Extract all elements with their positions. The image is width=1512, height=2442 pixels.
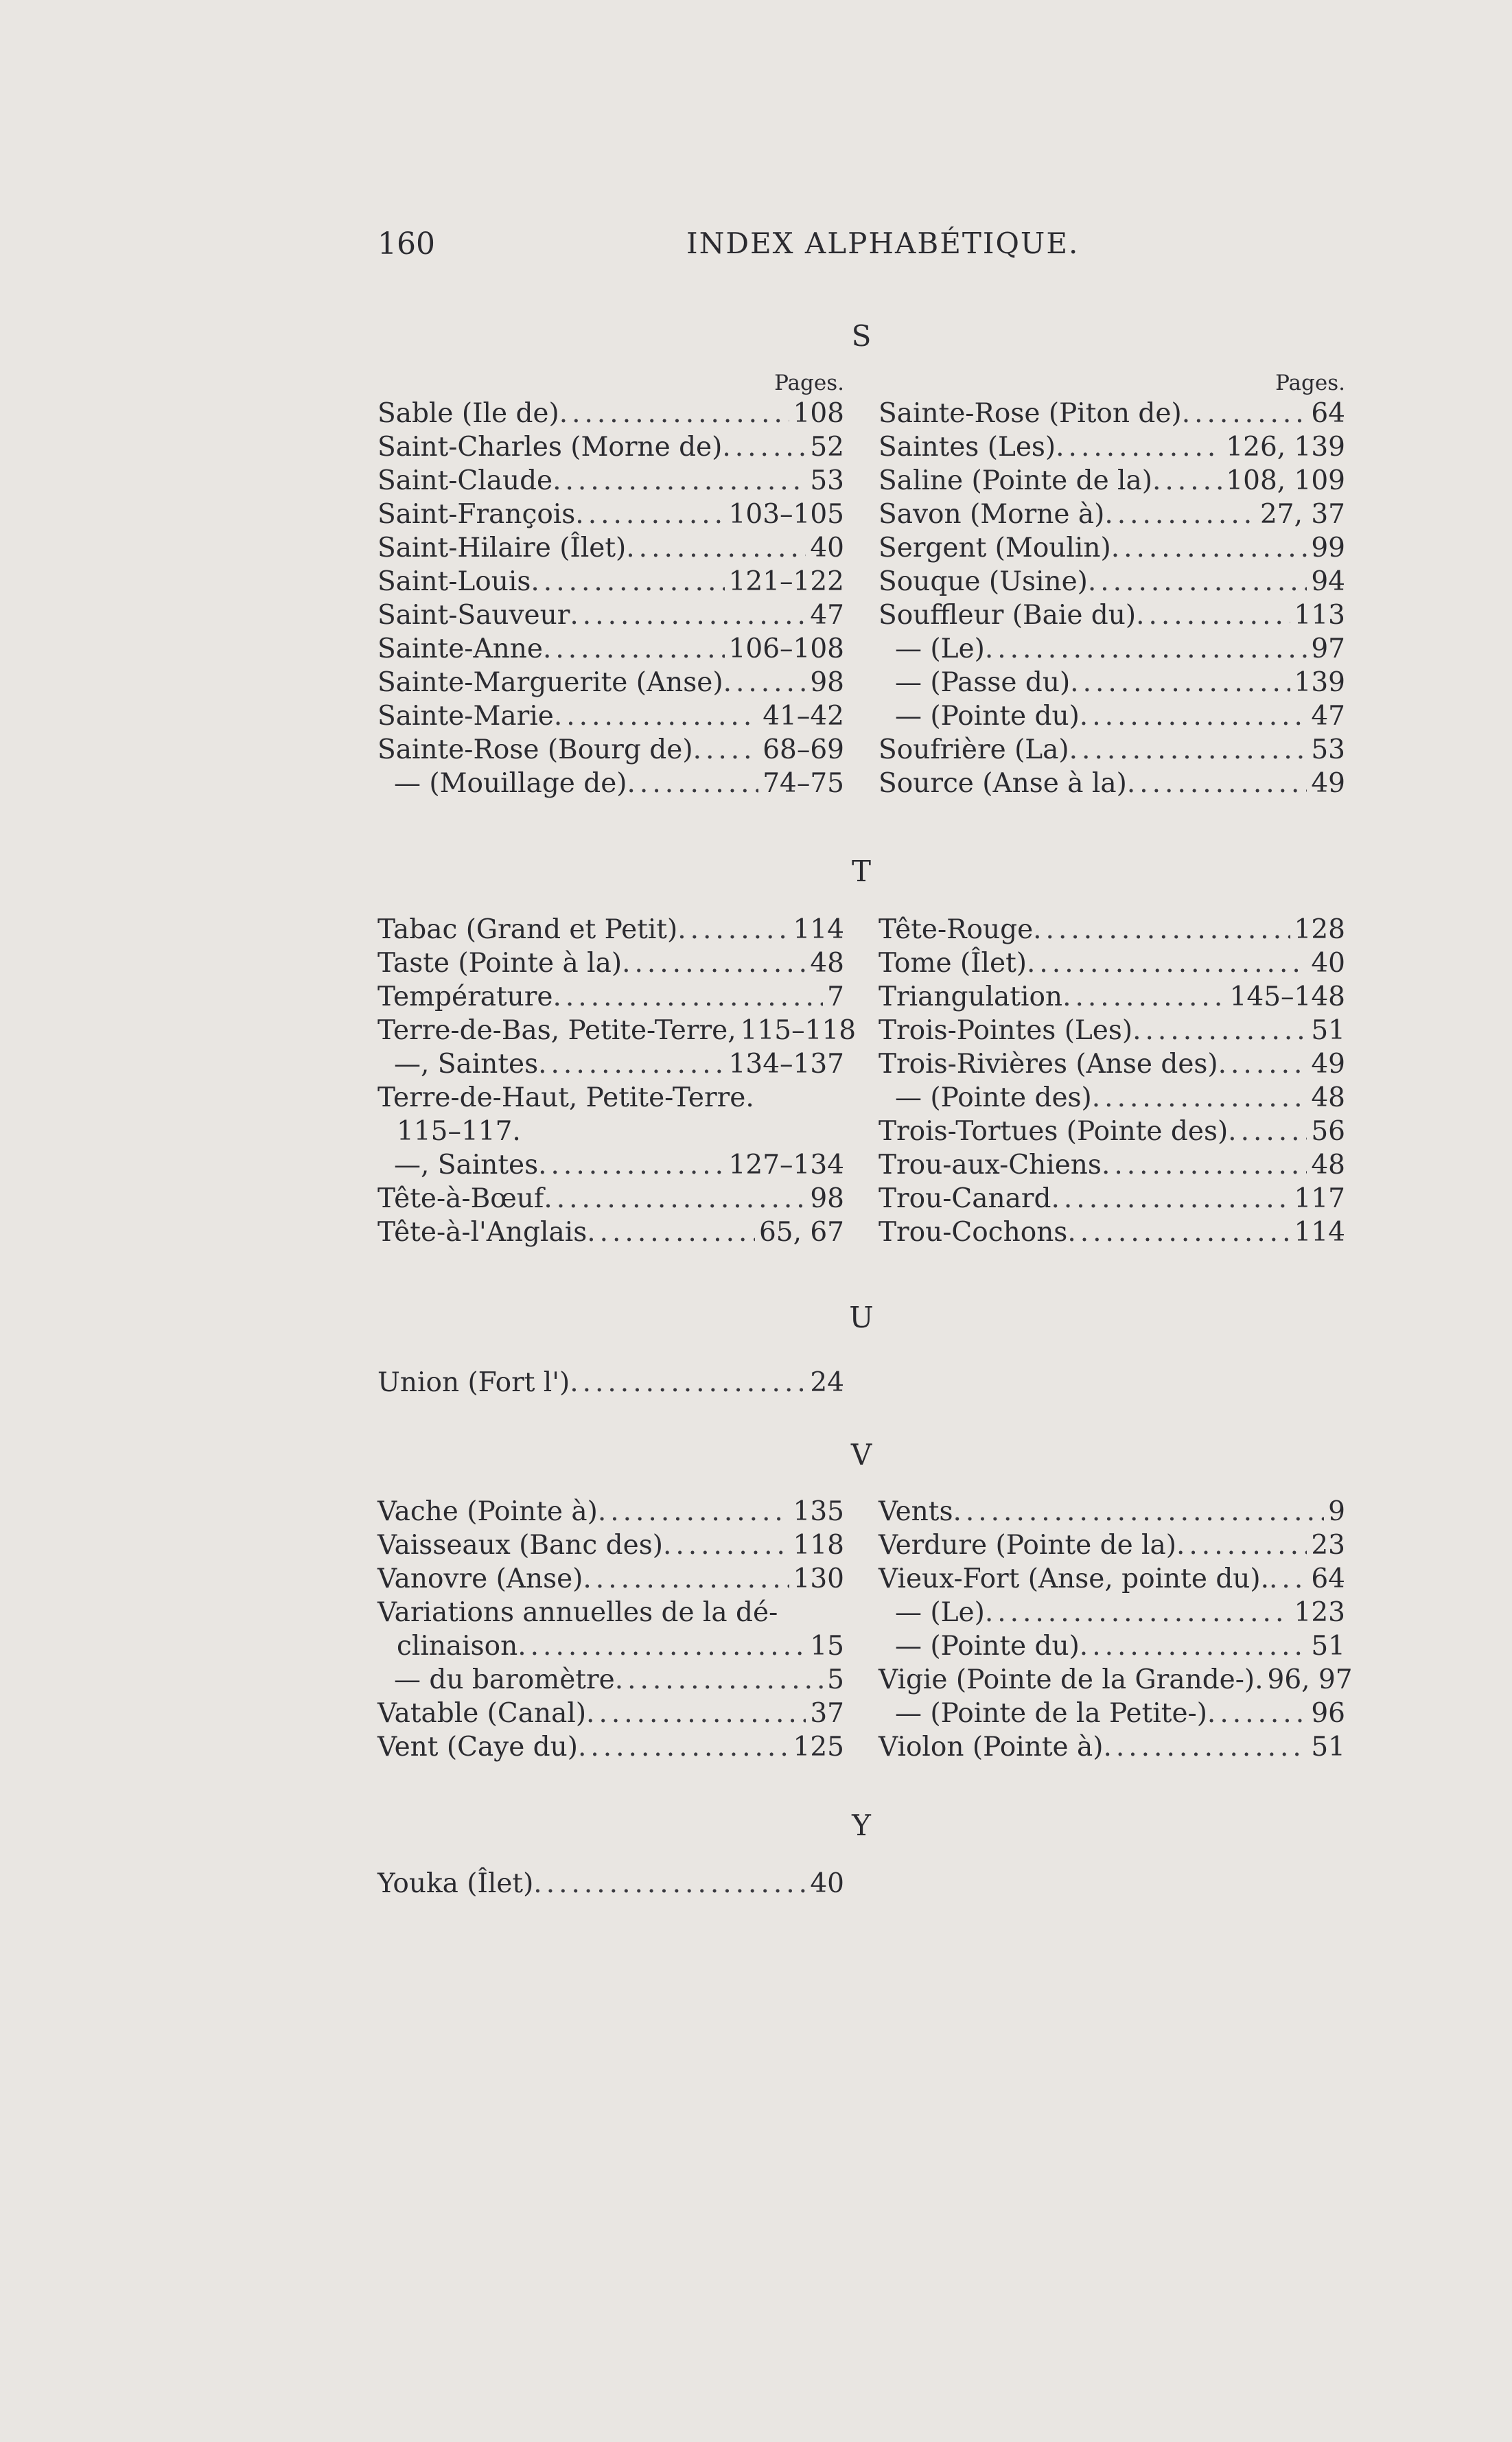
entry-name: Sergent (Moulin) [879,533,1111,563]
dot-leader [553,980,824,1014]
dot-leader [598,1495,789,1528]
entry-name: — (Pointe de la Petite-) [895,1698,1207,1729]
index-entry [377,1115,844,1148]
dot-leader [677,913,789,946]
entry-pages: 53 [810,465,844,496]
index-entry [377,1562,844,1596]
entry-pages: 113 [1294,600,1345,631]
entry-pages: 127–134 [728,1150,844,1181]
index-column-u-left [377,1366,844,1399]
dot-leader [1103,1730,1307,1764]
index-entry [377,1528,844,1562]
entry-pages: 115–118 [740,1015,857,1046]
entry-pages: 48 [1311,1082,1345,1113]
dot-leader [1182,397,1307,430]
entry-pages: 130 [793,1563,844,1594]
index-column-v-right [879,1495,1353,1764]
index-entry [879,1148,1345,1182]
dot-leader [985,1596,1290,1629]
entry-name: Saline (Pointe de la) [879,465,1152,496]
index-entry [879,1730,1345,1764]
entry-pages: 53 [1311,734,1345,765]
entry-name: Vigie (Pointe de la Grande-). [879,1664,1264,1695]
entry-pages: 47 [810,600,844,631]
index-column-v-left [377,1495,844,1764]
entry-name: Sainte-Rose (Bourg de) [377,734,693,765]
dot-leader [1207,1697,1307,1730]
entry-pages: 134–137 [728,1049,844,1080]
entry-name: — (Passe du) [895,667,1071,698]
dot-leader [538,1047,724,1081]
section-letter-y: Y [852,1809,871,1842]
entry-pages: 24 [810,1367,844,1398]
dot-leader [953,1495,1324,1528]
entry-name: Saint-Charles (Morne de) [377,432,723,463]
index-entry [879,1216,1345,1249]
entry-name: — (Le) [895,1597,985,1628]
entry-name: Vents [879,1496,953,1527]
entry-name: Tête-Rouge [879,914,1034,945]
dot-leader [1067,1216,1290,1249]
entry-name: Souque (Usine) [879,566,1088,597]
entry-name: Sainte-Rose (Piton de) [879,398,1182,429]
index-entry [377,1495,844,1528]
index-entry [879,980,1345,1014]
dot-leader [538,1148,724,1182]
index-entry [377,598,844,632]
entry-name: — (Pointe du) [895,701,1080,732]
index-entry [879,1115,1345,1148]
dot-leader [587,1216,755,1249]
entry-name: Tome (Îlet) [879,948,1027,979]
entry-name: Triangulation [879,981,1063,1012]
entry-pages: 106–108 [728,633,844,664]
entry-pages: 5 [827,1664,844,1695]
entry-name: 115–117. [397,1116,521,1147]
entry-pages: 49 [1311,1049,1345,1080]
index-entry [879,1663,1353,1697]
index-entry [377,980,844,1014]
index-entry [377,1047,844,1081]
index-entry [879,632,1345,666]
dot-leader [1111,531,1307,565]
pages-column-label: Pages. [1275,371,1345,395]
entry-pages: 98 [810,667,844,698]
index-entry [879,1047,1345,1081]
dot-leader [1127,767,1307,800]
dot-leader [583,1562,789,1596]
dot-leader [615,1663,823,1697]
entry-name: Soufrière (La) [879,734,1069,765]
index-column-y-left [377,1867,844,1900]
entry-name: Trois-Tortues (Pointe des) [879,1116,1229,1147]
entry-pages: 145–148 [1229,981,1345,1012]
entry-name: Trou-aux-Chiens [879,1150,1102,1181]
entry-pages: 51 [1311,1015,1345,1046]
dot-leader [1132,1014,1307,1047]
index-entry [377,666,844,699]
entry-pages: 139 [1294,667,1345,698]
entry-pages: 98 [810,1183,844,1214]
entry-pages: 15 [810,1631,844,1662]
entry-name: Saint-Sauveur [377,600,570,631]
dot-leader [1056,430,1222,464]
dot-leader [1080,699,1307,733]
entry-pages: 49 [1311,768,1345,799]
entry-name: — (Le) [895,633,985,664]
index-entry [377,1730,844,1764]
entry-pages: 123 [1294,1597,1345,1628]
dot-leader [1051,1182,1290,1216]
dot-leader [1027,946,1307,980]
entry-name: Terre-de-Bas, Petite-Terre, [377,1015,736,1046]
entry-name: Saintes (Les) [879,432,1056,463]
index-entry [377,1663,844,1697]
entry-name: Verdure (Pointe de la) [879,1530,1176,1561]
index-entry [879,397,1345,430]
dot-leader [1152,464,1222,498]
dot-leader [1080,1629,1307,1663]
entry-name: Violon (Pointe à) [879,1732,1104,1763]
dot-leader [533,1867,806,1900]
section-letter-v: V [850,1438,872,1472]
entry-name: Saint-Louis [377,566,531,597]
entry-pages: 74–75 [763,768,844,799]
entry-pages: 40 [1311,948,1345,979]
index-column-s-left [377,369,844,800]
index-entry [377,464,844,498]
index-entry [377,913,844,946]
entry-name: Terre-de-Haut, Petite-Terre. [377,1082,754,1113]
entry-name: —, Saintes [394,1049,539,1080]
entry-pages: 117 [1294,1183,1345,1214]
index-entry [377,946,844,980]
entry-name: Trou-Canard [879,1183,1051,1214]
entry-name: Youka (Îlet) [377,1868,534,1899]
entry-pages: 128 [1294,914,1345,945]
entry-pages: 103–105 [728,499,844,530]
entry-name: Source (Anse à la) [879,768,1127,799]
entry-name: Trois-Pointes (Les) [879,1015,1133,1046]
entry-pages: 64 [1311,398,1345,429]
index-entry [879,1697,1345,1730]
dot-leader [723,666,806,699]
index-entry [879,1014,1345,1047]
entry-pages: 118 [793,1530,844,1561]
entry-name: Saint-François [377,499,576,530]
entry-pages: 108 [793,398,844,429]
dot-leader [722,430,806,464]
dot-leader [559,397,789,430]
index-entry [377,565,844,598]
index-entry [377,632,844,666]
entry-pages: 51 [1311,1631,1345,1662]
entry-pages: 96 [1311,1698,1345,1729]
entry-pages: 7 [827,981,844,1012]
entry-pages: 51 [1311,1732,1345,1763]
entry-name: clinaison [397,1631,518,1662]
entry-pages: 64 [1311,1563,1345,1594]
entry-pages: 56 [1311,1116,1345,1147]
entry-name: Vaisseaux (Banc des) [377,1530,663,1561]
index-entry [879,666,1345,699]
entry-name: — (Pointe du) [895,1631,1080,1662]
dot-leader [578,1730,789,1764]
entry-name: Sable (Ile de) [377,398,559,429]
index-entry [377,1216,844,1249]
entry-name: Vatable (Canal) [377,1698,587,1729]
entry-pages: 40 [810,1868,844,1899]
entry-name: Vieux-Fort (Anse, pointe du). [879,1563,1270,1594]
page-number: 160 [377,226,435,261]
dot-leader [622,946,806,980]
dot-leader [1088,565,1307,598]
entry-pages: 108, 109 [1226,465,1345,496]
index-entry [879,1528,1345,1562]
dot-leader [517,1629,806,1663]
index-entry [377,1697,844,1730]
entry-name: Sainte-Marie [377,701,554,732]
index-column-s-right [879,369,1345,800]
index-entry [377,733,844,767]
entry-pages: 52 [810,432,844,463]
entry-name: — (Mouillage de) [394,768,627,799]
entry-name: Taste (Pointe à la) [377,948,623,979]
dot-leader [586,1697,806,1730]
entry-name: Saint-Claude [377,465,553,496]
dot-leader [1269,1562,1307,1596]
dot-leader [626,531,806,565]
entry-pages: 96, 97 [1267,1664,1353,1695]
index-entry [377,531,844,565]
entry-name: —, Saintes [394,1150,539,1181]
dot-leader [1102,1148,1307,1182]
dot-leader [627,767,759,800]
index-entry [377,430,844,464]
index-entry [879,767,1345,800]
entry-pages: 27, 37 [1259,499,1345,530]
pages-column-label: Pages. [774,371,844,395]
section-letter-s: S [851,319,872,353]
entry-pages: 114 [1294,1217,1345,1248]
index-entry [879,598,1345,632]
entry-pages: 65, 67 [758,1217,844,1248]
entry-pages: 126, 139 [1226,432,1345,463]
dot-leader [1069,733,1307,767]
index-entry [879,733,1345,767]
index-entry [879,1182,1345,1216]
running-title: INDEX ALPHABÉTIQUE. [686,226,1080,260]
section-letter-t: T [851,854,871,888]
dot-leader [553,464,806,498]
page-header [377,226,1345,275]
entry-pages: 94 [1311,566,1345,597]
dot-leader [1092,1081,1307,1115]
entry-name: Vent (Caye du) [377,1732,578,1763]
index-entry [879,1629,1345,1663]
entry-name: Vanovre (Anse) [377,1563,583,1594]
dot-leader [1104,498,1256,531]
entry-pages: 121–122 [728,566,844,597]
entry-name: Saint-Hilaire (Îlet) [377,533,627,563]
entry-pages: 40 [810,533,844,563]
index-entry [377,1596,844,1629]
entry-name: Souffleur (Baie du) [879,600,1137,631]
entry-pages: 23 [1311,1530,1345,1561]
entry-pages: 135 [793,1496,844,1527]
index-entry [879,1081,1345,1115]
index-column-t-left [377,913,857,1249]
dot-leader [1218,1047,1307,1081]
entry-name: Sainte-Anne [377,633,543,664]
dot-leader [985,632,1307,666]
dot-leader [693,733,759,767]
index-entry [377,767,844,800]
entry-name: Vache (Pointe à) [377,1496,598,1527]
dot-leader [1062,980,1226,1014]
entry-pages: 68–69 [763,734,844,765]
entry-pages: 48 [1311,1150,1345,1181]
index-entry [377,1629,844,1663]
dot-leader [1176,1528,1307,1562]
entry-name: Tête-à-l'Anglais [377,1217,588,1248]
entry-pages: 97 [1311,633,1345,664]
index-entry [879,946,1345,980]
entry-pages: 48 [810,948,844,979]
index-entry [879,531,1345,565]
index-entry [879,1562,1345,1596]
index-entry [879,498,1345,531]
dot-leader [1228,1115,1307,1148]
index-column-t-right [879,913,1345,1249]
index-entry [879,699,1345,733]
index-entry [879,464,1345,498]
entry-name: Trois-Rivières (Anse des) [879,1049,1218,1080]
entry-name: Union (Fort l') [377,1367,570,1398]
entry-name: Variations annuelles de la dé- [377,1597,778,1628]
entry-pages: 37 [810,1698,844,1729]
index-entry [879,1495,1345,1528]
entry-name: Température [377,981,553,1012]
dot-leader [543,632,725,666]
dot-leader [1136,598,1290,632]
index-entry [377,1014,857,1047]
entry-pages: 47 [1311,701,1345,732]
entry-pages: 99 [1311,533,1345,563]
entry-name: Sainte-Marguerite (Anse) [377,667,723,698]
entry-name: Tête-à-Bœuf [377,1183,544,1214]
dot-leader [554,699,758,733]
index-entry [879,565,1345,598]
dot-leader [570,598,806,632]
index-entry [879,430,1345,464]
index-entry [377,498,844,531]
index-entry [377,1182,844,1216]
index-entry [377,699,844,733]
index-entry [377,1081,844,1115]
index-entry [377,1148,844,1182]
entry-name: Tabac (Grand et Petit) [377,914,678,945]
entry-name: — du baromètre [394,1664,615,1695]
entry-pages: 41–42 [763,701,844,732]
entry-name: Trou-Cochons [879,1217,1068,1248]
index-entry [879,1596,1345,1629]
section-letter-u: U [849,1301,874,1334]
dot-leader [570,1366,806,1399]
entry-pages: 114 [793,914,844,945]
entry-pages: 125 [793,1732,844,1763]
entry-pages: 9 [1328,1496,1345,1527]
entry-name: — (Pointe des) [895,1082,1092,1113]
index-entry [879,913,1345,946]
dot-leader [663,1528,789,1562]
index-entry [377,1867,844,1900]
index-entry [377,397,844,430]
entry-name: Savon (Morne à) [879,499,1105,530]
dot-leader [544,1182,806,1216]
dot-leader [1033,913,1290,946]
dot-leader [531,565,724,598]
dot-leader [1070,666,1290,699]
index-entry [377,1366,844,1399]
dot-leader [575,498,724,531]
